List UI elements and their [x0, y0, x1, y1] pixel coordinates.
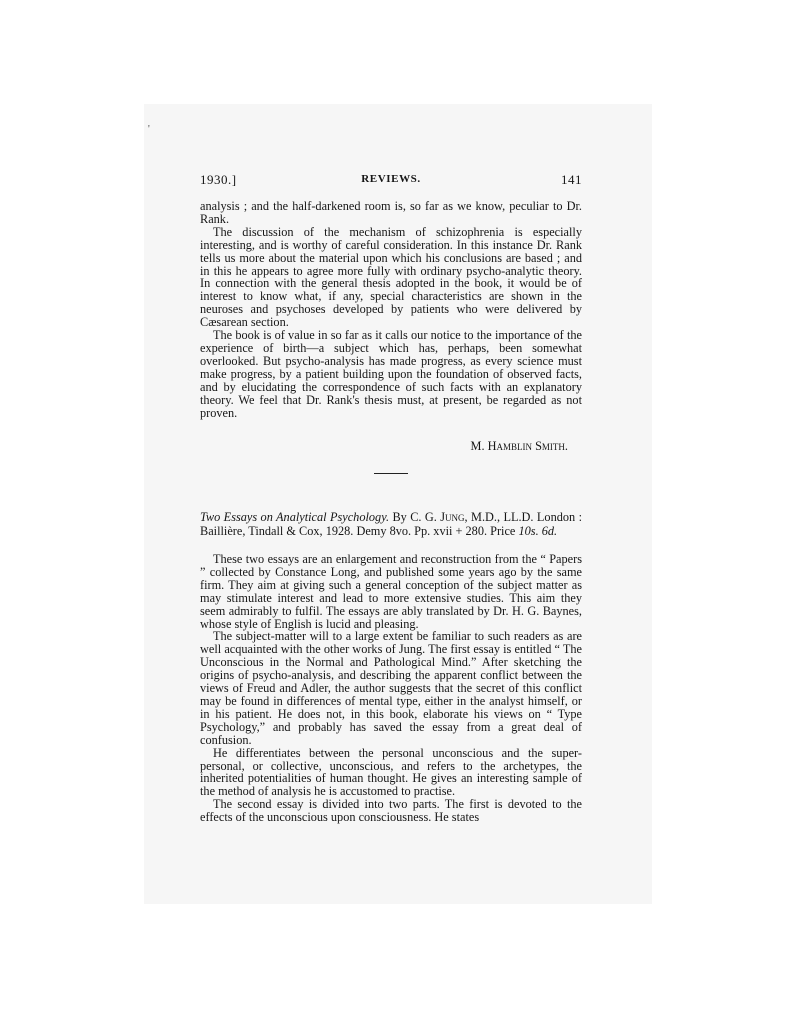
signature-name: M. Hamblin Smith.: [470, 439, 568, 453]
section-divider: [374, 473, 408, 474]
header-section-title: REVIEWS.: [361, 173, 421, 185]
review-rank-text: [200, 200, 582, 419]
paragraph: The discussion of the mechanism of schizophrenia is especially interesting, and is worthy of careful consideration. In this instance Dr. Rank tells us more about the material upon which his conclusions are based ; and in this he appears to agree more fully with ordinary psycho-analytic theory. In connection with the general thesis adopted in the book, it would be of interest to know what, if any, special characteristics are shown in the neuroses and psychoses developed by patients who were delivered by Cæsarean section.: [200, 224, 582, 330]
book-publisher: London : Baillière, Tindall & Cox, 1928. Demy 8vo. Pp. xvii + 280.: [200, 510, 582, 538]
header-year: 1930.]: [200, 172, 237, 187]
paragraph: analysis ; and the half-darkened room is, so far as we know, peculiar to Dr. Rank.: [200, 199, 582, 226]
citation-by: By: [392, 510, 407, 524]
book-price: 10s. 6d.: [518, 523, 558, 538]
review-jung-text: [200, 553, 582, 824]
paragraph: He differentiates between the personal unconscious and the super-personal, or collective, unconscious, and refers to the archetypes, the inherited potentialities of human thought. He gives an interesting sample of the method of analysis he is accustomed to practise.: [200, 745, 582, 799]
paragraph: The book is of value in so far as it calls our notice to the importance of the experience of birth—a subject which has, perhaps, been somewhat overlooked. But psycho-analysis has made progress, as every science must make progress, by a patient building upon the foundation of observed facts, and by elucidating the correspondence of such facts with an explanatory theory. We feel that Dr. Rank's thesis must, at present, be regarded as not proven.: [200, 328, 582, 420]
paragraph: The subject-matter will to a large extent be familiar to such readers as are well acquainted with the other works of Jung. The first essay is entitled “ The Unconscious in the Normal and Pathological Mind.” After sketching the origins of psycho-analysis, and describing the apparent conflict between the views of Freud and Adler, the author suggests that the secret of this conflict may be found in differences of mental type, either in the analyst himself, or in his patient. He does not, in this book, elaborate his views on “ Type Psychology,” and probably has saved the essay from a great deal of confusion.: [200, 629, 582, 747]
reviewer-signature: [200, 440, 568, 453]
paragraph: These two essays are an enlargement and reconstruction from the “ Papers ” collected by Constance Long, and published some years ago by the same firm. They aim at giving such a general conception of the subject matter as may stimulate interest and lead to more extensive studies. This aim they seem admirably to fulfil. The essays are ably translated by Dr. H. G. Baynes, whose style of English is lucid and pleasing.: [200, 552, 582, 631]
stray-mark: ': [148, 124, 150, 135]
book-author: C. G. Jung, M.D., LL.D.: [410, 510, 534, 524]
book-title: Two Essays on Analytical Psychology.: [200, 510, 390, 524]
running-header: [200, 172, 582, 192]
paragraph: The second essay is divided into two parts. The first is devoted to the effects of the unconscious upon consciousness. He states: [200, 797, 582, 825]
price-label: Price: [490, 523, 516, 538]
page-number: 141: [561, 172, 582, 187]
citation-first-line: [200, 511, 582, 538]
book-citation: [200, 511, 582, 538]
